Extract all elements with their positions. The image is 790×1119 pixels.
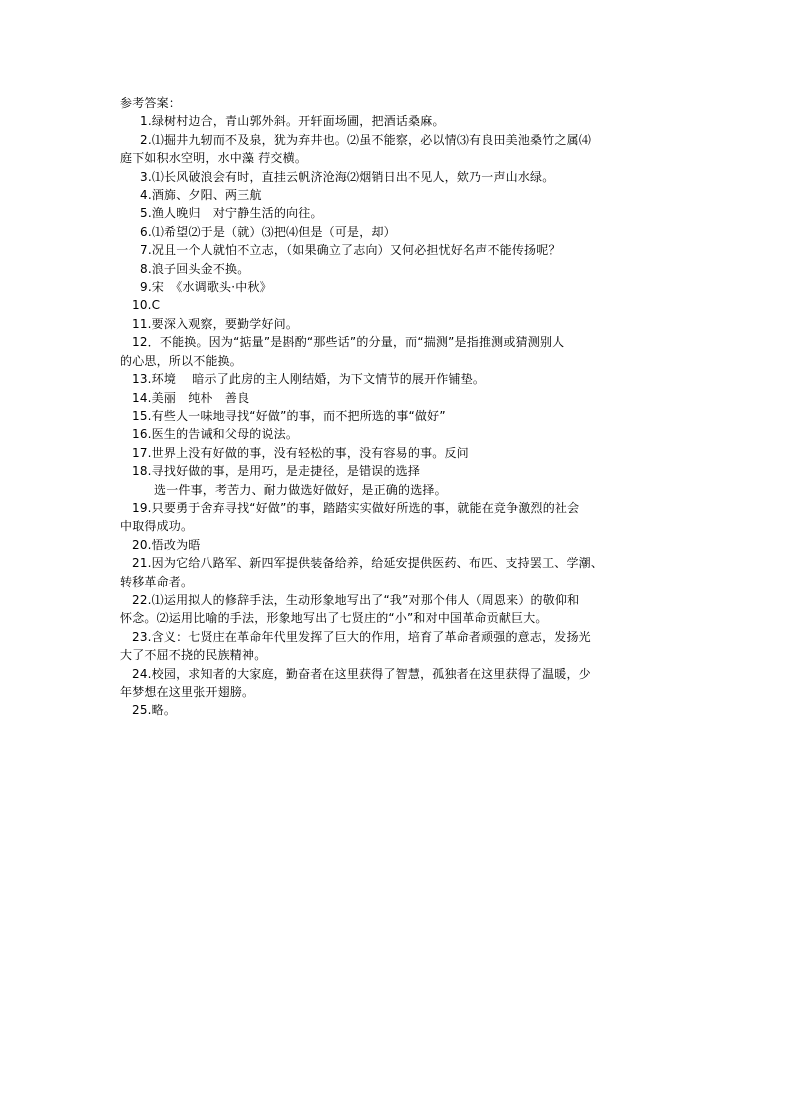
answer-line: 选一件事，考苦力、耐力做选好做好，是正确的选择。 — [154, 482, 447, 497]
answer-line: 22.⑴运用拟人的修辞手法，生动形象地写出了“我”对那个伟人（周恩来）的敬仰和 — [132, 592, 580, 607]
answer-line: 2.⑴掘井九轫而不及泉，犹为弃井也。⑵虽不能察，必以情⑶有良田美池桑竹之属⑷ — [140, 132, 592, 147]
answer-lines — [120, 112, 670, 719]
answer-line: 3.⑴长风破浪会有时，直挂云帆济沧海⑵烟销日出不见人，欸乃一声山水绿。 — [140, 169, 555, 184]
answer-line: 转移革命者。 — [120, 574, 194, 589]
answer-line: 10.C — [132, 298, 161, 313]
answer-line: 21.因为它给八路军、新四军提供装备给养，给延安提供医药、布匹、支持罢工、学潮、 — [132, 556, 604, 571]
answer-line: 11.要深入观察，要勤学好问。 — [132, 316, 299, 331]
answer-line: 25.略。 — [132, 703, 177, 718]
answer-line: 庭下如积水空明，水中藻 荇交横。 — [120, 151, 308, 166]
answer-line: 24.校园，求知者的大家庭，勤奋者在这里获得了智慧，孤独者在这里获得了温暖，少 — [132, 666, 591, 681]
answer-line: 中取得成功。 — [120, 519, 194, 534]
answer-line: 15.有些人一味地寻找“好做”的事，而不把所选的事“做好” — [132, 408, 446, 423]
answer-line: 19.只要勇于舍弃寻找“好做”的事，踏踏实实做好所选的事，就能在竞争激烈的社会 — [132, 500, 580, 515]
answer-line: 怀念。⑵运用比喻的手法，形象地写出了七贤庄的“小”和对中国革命贡献巨大。 — [120, 611, 548, 626]
answer-line: 年梦想在这里张开翅膀。 — [120, 685, 255, 699]
answer-line: 4.酒旆、夕阳、两三航 — [140, 188, 262, 203]
answer-line: 14.美丽 纯朴 善良 — [132, 390, 250, 405]
answer-line: 18.寻找好做的事，是用巧，是走捷径，是错误的选择 — [132, 464, 421, 479]
answer-line: 8.浪子回头金不换。 — [140, 261, 250, 276]
answer-line: 5.渔人晚归 对宁静生活的向往。 — [140, 206, 323, 221]
answer-line: 12．不能换。因为“掂量”是斟酌“那些话”的分量，而“揣测”是指推测或猜测别人 — [132, 335, 565, 350]
answer-line: 20.悟改为晤 — [132, 537, 201, 552]
answer-line: 23.含义：七贤庄在革命年代里发挥了巨大的作用，培育了革命者顽强的意志，发扬光 — [132, 629, 591, 644]
answer-line: 7.况且一个人就怕不立志，（如果确立了志向）又何必担忧好名声不能传扬呢？ — [140, 243, 561, 258]
answer-line: 17.世界上没有好做的事，没有轻松的事，没有容易的事。反问 — [132, 445, 469, 460]
answer-line: 9.宋 《水调歌头·中秋》 — [140, 280, 272, 295]
answer-line: 13.环境 暗示了此房的主人刚结婚，为下文情节的展开作铺垫。 — [132, 372, 486, 387]
answer-line: 1.绿树村边合，青山郭外斜。开轩面场圃，把酒话桑麻。 — [140, 114, 445, 129]
answer-line: 大了不屈不挠的民族精神。 — [120, 648, 267, 663]
answer-line: 的心思，所以不能换。 — [120, 353, 243, 368]
answer-line: 6.⑴希望⑵于是（就）⑶把⑷但是（可是，却） — [140, 224, 396, 239]
answer-key — [120, 94, 670, 720]
answer-line: 16.医生的告诫和父母的说法。 — [132, 427, 299, 442]
answer-key-heading: 参考答案： — [120, 96, 182, 110]
